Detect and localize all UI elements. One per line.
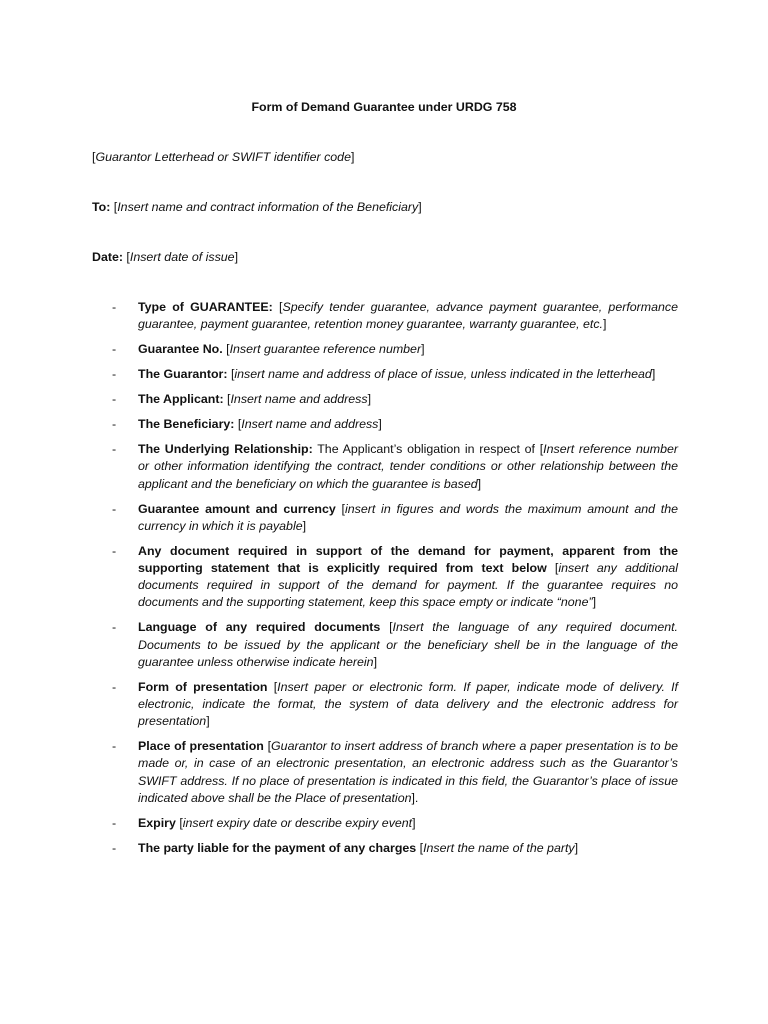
bracket-open: [: [416, 840, 424, 855]
list-item: [112, 441, 678, 493]
guarantee-details-list: [112, 299, 678, 865]
item-placeholder: Insert name and address: [230, 392, 368, 407]
bullet-dash: -: [112, 392, 117, 407]
list-item: [112, 840, 678, 857]
item-placeholder: insert in figures and words the maximum amount and the currency in which it is payable: [138, 501, 678, 533]
bracket-open: [: [546, 561, 559, 576]
item-label: The Underlying Relationship:: [138, 442, 313, 457]
item-label: Language of any required documents: [138, 620, 381, 635]
item-label: Type of GUARANTEE:: [138, 300, 273, 314]
list-item: [112, 543, 678, 612]
list-item: [112, 416, 678, 433]
bullet-dash: -: [112, 501, 117, 516]
bullet-dash: -: [112, 342, 117, 357]
date-line: [92, 249, 692, 266]
bracket-open: [: [175, 815, 183, 830]
list-item: [112, 391, 678, 408]
bullet-dash: -: [112, 815, 117, 830]
bracket-open: [: [380, 620, 393, 635]
bracket-open: [: [234, 417, 242, 432]
item-label: Form of presentation: [138, 679, 268, 694]
item-placeholder: insert any additional documents required in support of the demand for payment. If the guarantee requires no documents and the supporting statement, keep this space empty or indicate “none”: [138, 561, 679, 610]
letterhead-placeholder: Guarantor Letterhead or SWIFT identifier code: [95, 150, 351, 164]
bracket-open: [: [267, 679, 278, 694]
bracket-close: ]: [592, 595, 597, 610]
list-item: [112, 679, 678, 731]
bracket-open: [: [272, 300, 283, 314]
list-item: [112, 815, 678, 832]
bullet-dash: -: [112, 840, 117, 855]
item-placeholder: insert expiry date or describe expiry event: [182, 815, 413, 830]
item-placeholder: Insert name and address: [241, 417, 379, 432]
to-label: To:: [92, 200, 111, 214]
item-placeholder: Guarantor to insert address of branch where a paper presentation is to be made or, in case of an electronic presentation, an electronic address such as the Guarantor’s SWIFT address. If no place of presentation is indicated in this field, the Guarantor’s place of issue indicated above shall be the Place of presentation: [138, 739, 678, 805]
list-item: [112, 341, 678, 358]
item-label: Any document required in support of the demand for payment, apparent from the supporting statement that is explicitly required from text below: [138, 543, 678, 576]
bracket-close: ]: [421, 342, 425, 357]
bracket-close: ]: [477, 476, 482, 491]
item-plain-text: The Applicant’s obligation in respect of: [312, 442, 535, 457]
item-label: Guarantee No.: [138, 342, 223, 357]
bracket-close: ]: [574, 840, 579, 855]
bullet-dash: -: [112, 417, 117, 432]
bracket-close: ].: [411, 790, 419, 805]
list-item: [112, 738, 678, 807]
bracket-open: [: [223, 392, 231, 407]
bullet-dash: -: [112, 679, 117, 694]
item-label: Guarantee amount and currency: [138, 501, 336, 516]
item-label: The party liable for the payment of any charges: [138, 840, 417, 855]
to-line: [92, 199, 692, 216]
to-placeholder: Insert name and contract information of the Beneficiary: [117, 200, 419, 214]
item-placeholder: Insert paper or electronic form. If paper, indicate mode of delivery. If electronic, indicate the format, the system of data delivery and the electronic address for presentation: [138, 679, 678, 729]
bracket-close: ]: [412, 815, 416, 830]
bracket-open: [: [534, 442, 544, 457]
bracket-close: ]: [378, 417, 382, 432]
list-item: [112, 501, 678, 535]
bracket-close: ]: [350, 150, 355, 164]
bullet-dash: -: [112, 739, 117, 754]
bracket-open: [: [110, 200, 118, 214]
bullet-dash: -: [112, 300, 117, 314]
letterhead-line: [92, 149, 692, 166]
bracket-close: ]: [602, 317, 607, 332]
item-placeholder: Insert reference number or other information identifying the contract, tender conditions or other relationship between the applicant and the beneficiary on which the guarantee is based: [138, 442, 679, 491]
list-item: [112, 299, 678, 333]
item-label: The Applicant:: [138, 392, 224, 407]
item-placeholder: Insert the name of the party: [423, 840, 575, 855]
item-placeholder: Insert the language of any required document. Documents to be issued by the applicant or the beneficiary shell be in the language of the guarantee unless otherwise indicate herein: [138, 620, 678, 669]
document-title: Form of Demand Guarantee under URDG 758: [251, 100, 517, 114]
list-item: [112, 619, 678, 671]
bracket-open: [: [335, 501, 345, 516]
bracket-open: [: [122, 250, 130, 264]
bullet-dash: -: [112, 620, 117, 635]
date-placeholder: Insert date of issue: [129, 250, 235, 264]
bracket-close: ]: [206, 714, 210, 729]
bracket-open: [: [222, 342, 230, 357]
bullet-dash: -: [112, 442, 117, 457]
bracket-open: [: [263, 739, 272, 754]
bullet-dash: -: [112, 367, 117, 382]
item-label: Expiry: [138, 815, 176, 830]
item-label: The Guarantor:: [138, 367, 228, 382]
bracket-close: ]: [418, 200, 422, 214]
bracket-open: [: [92, 150, 96, 164]
bracket-close: ]: [367, 392, 372, 407]
list-item: [112, 366, 678, 383]
bracket-close: ]: [234, 250, 239, 264]
item-placeholder: Specify tender guarantee, advance payment guarantee, performance guarantee, payment guarantee, retention money guarantee, warranty guarantee, etc.: [138, 300, 678, 332]
bracket-close: ]: [651, 367, 656, 382]
item-placeholder: insert name and address of place of issue, unless indicated in the letterhead: [234, 367, 652, 382]
date-label: Date:: [92, 250, 123, 264]
item-placeholder: Insert guarantee reference number: [229, 342, 422, 357]
bracket-open: [: [227, 367, 235, 382]
bracket-close: ]: [373, 654, 378, 669]
item-label: The Beneficiary:: [138, 417, 235, 432]
bracket-close: ]: [302, 518, 307, 533]
item-label: Place of presentation: [138, 739, 264, 754]
bullet-dash: -: [112, 543, 117, 558]
